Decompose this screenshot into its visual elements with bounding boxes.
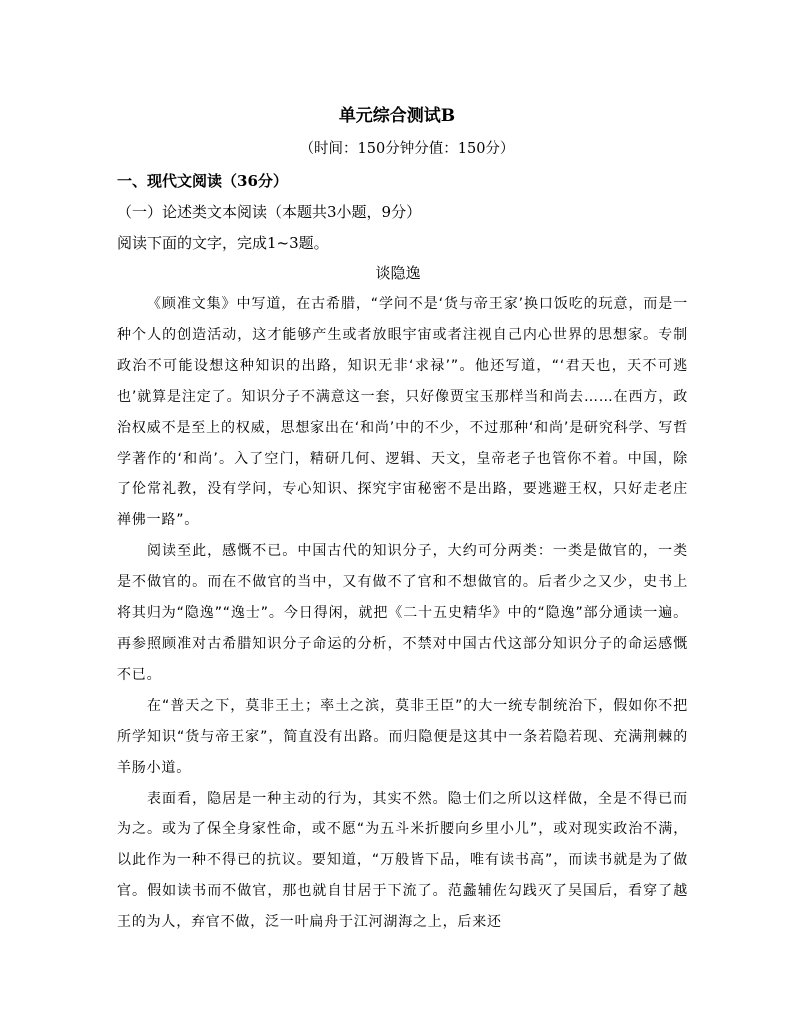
article-paragraph: 表面看，隐居是一种主动的行为，其实不然。隐士们之所以这样做，全是不得已而为之。或为了保全身家性命，或不愿“为五斗米折腰向乡里小儿”，或对现实政治不满，以此作为一种不得已的抗议。要知道，“万般皆下品，唯有读书高”，而读书就是为了做官。假如读书而不做官，那也就自甘居于下流了。范蠡辅佐勾践灭了吴国后，看穿了越王的为人，弃官不做，泛一叶扁舟于江河湖海之上，后来还: [117, 790, 688, 931]
article-paragraph: 阅读至此，感慨不已。中国古代的知识分子，大约可分两类：一类是做官的，一类是不做官的。而在不做官的当中，又有做不了官和不想做官的。后者少之又少，史书上将其归为“隐逸”“逸士”。今日得闲，就把《二十五史精华》中的“隐逸”部分通读一遍。再参照顾准对古希腊知识分子命运的分析，不禁对中国古代这部分知识分子的命运感慨不已。: [117, 543, 688, 683]
subsection-heading: （一）论述类文本阅读（本题共3小题，9分）: [117, 203, 422, 221]
article-title: 谈隐逸: [375, 264, 421, 282]
document-title: 单元综合测试B: [338, 106, 456, 126]
reading-instruction: 阅读下面的文字，完成1~3题。: [117, 234, 329, 252]
exam-time-and-score: （时间：150分钟分值：150分）: [299, 141, 515, 157]
article-body: [117, 289, 688, 938]
article-paragraph: 在“普天之下，莫非王土；率土之滨，莫非王臣”的大一统专制统治下，假如你不把所学知识“货与帝王家”，简直没有出路。而归隐便是这其中一条若隐若现、充满荆棘的羊肠小道。: [117, 697, 688, 776]
article-paragraph: 《顾准文集》中写道，在古希腊，“学问不是‘货与帝王家’换口饭吃的玩意，而是一种个人的创造活动，这才能够产生或者放眼宇宙或者注视自己内心世界的思想家。专制政治不可能设想这种知识的出路，知识无非‘求禄’”。他还写道，“‘君天也，天不可逃也’就算是注定了。知识分子不满意这一套，只好像贾宝玉那样当和尚去……在西方，政治权威不是至上的权威，思想家出在‘和尚’中的不少，不过那种‘和尚’是研究科学、写哲学著作的‘和尚’。入了空门，精研几何、逻辑、天文，皇帝老子也管你不着。中国，除了伦常礼教，没有学问，专心知识、探究宇宙秘密不是出路，要逃避王权，只好走老庄禅佛一路”。: [117, 296, 688, 529]
section-heading: 一、现代文阅读（36分）: [117, 172, 288, 190]
